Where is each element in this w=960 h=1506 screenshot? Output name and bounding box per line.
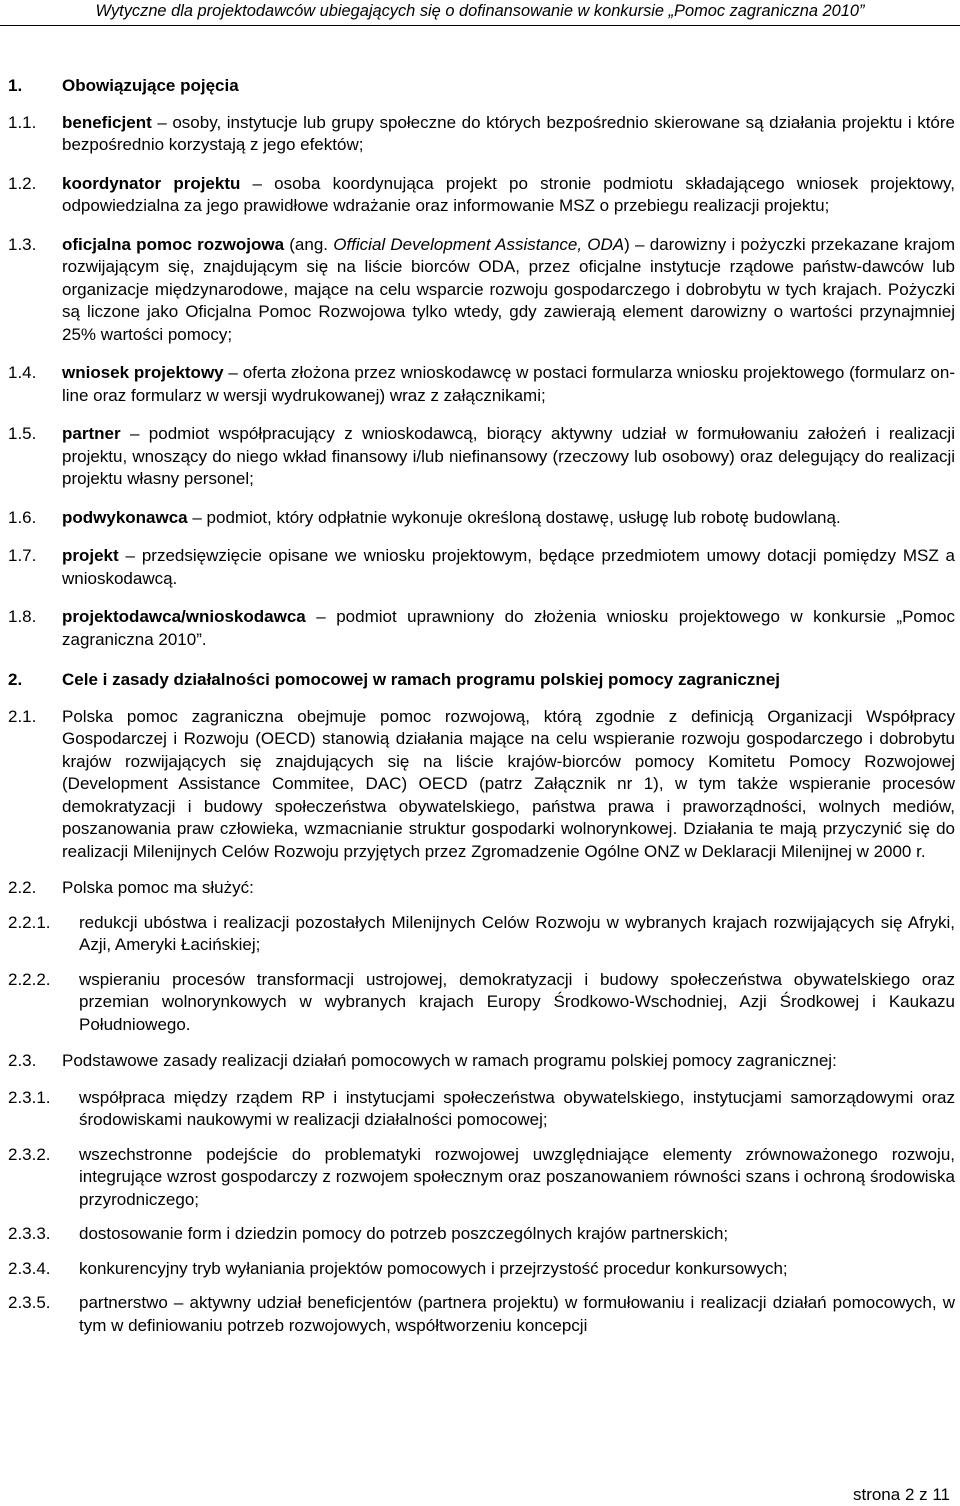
term: projektodawca/wnioskodawca (62, 607, 306, 626)
running-header: Wytyczne dla projektodawców ubiegających się o dofinansowanie w konkursie „Pomoc zagraniczna 2010” (95, 2, 865, 20)
definition: osoby, instytucje lub grupy społeczne do których bezpośrednio skierowane są działania projektu i które bezpośrednio korzystają z jego efektów; (62, 112, 955, 154)
document-body (8, 75, 955, 1337)
section-title: Cele i zasady działalności pomocowej w ramach programu polskiej pomocy zagranicznej (62, 670, 780, 689)
item-number: 2.3. (8, 1051, 37, 1070)
definition: podmiot, który odpłatnie wykonuje określoną dostawę, usługę lub robotę budowlaną. (206, 507, 841, 527)
term: podwykonawca (62, 507, 188, 527)
term: projekt (62, 546, 119, 565)
term: koordynator projektu (62, 173, 241, 193)
paren-open: (ang. (284, 234, 334, 254)
term: oficjalna pomoc rozwojowa (62, 234, 285, 254)
dash: – (120, 424, 149, 443)
dash: – (151, 112, 173, 132)
paragraph-2-2 (8, 877, 955, 900)
item-text (62, 234, 955, 347)
definition: przedsięwzięcie opisane we wniosku projektowym, będące przedmiotem umowy dotacji pomiędzy MSZ a wnioskodawcą. (62, 546, 955, 588)
item-number: 2.2.2. (8, 969, 51, 989)
paragraph-2-2-1 (8, 912, 955, 957)
definition-wniosek (8, 362, 955, 407)
item-text: konkurencyjny tryb wyłaniania projektów pomocowych i przejrzystość procedur konkursowych; (79, 1258, 788, 1278)
item-number: 1.7. (8, 546, 37, 565)
item-text: wspieraniu procesów transformacji ustrojowej, demokratyzacji i budowy społeczeństwa obywatelskiego oraz przemian wolnorynkowych w wybranych krajach Europy Środkowo-Wschodniej, Azji Środkowej i Kaukazu Południowego. (79, 969, 955, 1034)
paragraph-2-3-5 (8, 1292, 955, 1337)
definition-projekt (8, 545, 955, 590)
term: wniosek projektowy (62, 363, 224, 382)
dash: – (223, 363, 243, 382)
paragraph-2-3-3 (8, 1223, 955, 1246)
item-number: 1.8. (8, 607, 37, 626)
item-text (62, 362, 955, 407)
item-text: Polska pomoc zagraniczna obejmuje pomoc rozwojową, którą zgodnie z definicją Organizacji Współpracy Gospodarczej i Rozwoju (OECD) stanowią działania mające na celu wspieranie rozwoju gospodarczego i dobrobytu krajów rozwijających się znajdujących się na liście krajów-biorców pomocy Komitetu Pomocy Rozwojowej (Development Assistance Commitee, DAC) OECD (patrz Załącznik nr 1), w tym także wspieranie procesów demokratyzacji i budowy społeczeństwa obywatelskiego, państwa prawa i praworządności, wolnych mediów, poszanowania praw człowieka, wzmacnianie struktur gospodarki wolnorynkowej. Działania te mają przyczynić się do realizacji Milenijnych Celów Rozwoju przyjętych przez Zgromadzenie Ogólne ONZ w Deklaracji Milenijnej w 2000 r. (62, 706, 955, 861)
definition: oferta złożona przez wnioskodawcę w postaci formularza wniosku projektowego (formularz on-line oraz formularz w wersji wydrukowanej) wraz z załącznikami; (62, 363, 955, 405)
item-number: 1.3. (8, 234, 37, 254)
item-number: 2.2. (8, 878, 37, 897)
item-text: Podstawowe zasady realizacji działań pomocowych w ramach programu polskiej pomocy zagranicznej: (62, 1051, 837, 1070)
item-number: 2.3.1. (8, 1087, 51, 1107)
definition-koordynator (8, 173, 955, 218)
section-2-heading (8, 669, 955, 692)
item-number: 2.2.1. (8, 912, 51, 932)
section-number: 1. (8, 76, 23, 95)
item-text (62, 173, 955, 218)
item-number: 1.4. (8, 363, 37, 382)
dash: – (118, 546, 142, 565)
item-text: redukcji ubóstwa i realizacji pozostałych Milenijnych Celów Rozwoju w wybranych krajach rozwijających się Afryki, Azji, Ameryki Łacińskiej; (79, 912, 955, 954)
item-text: współpraca między rządem RP i instytucjami społeczeństwa obywatelskiego, instytucjami samorządowymi oraz środowiskami naukowymi w realizacji działalności pomocowej; (79, 1087, 955, 1129)
dash: – (305, 607, 337, 626)
paragraph-2-1 (8, 706, 955, 864)
paragraph-2-2-2 (8, 969, 955, 1037)
section-1-heading (8, 75, 955, 98)
dash: – (240, 173, 275, 193)
paragraph-2-3-4 (8, 1258, 955, 1281)
term: beneficjent (62, 112, 152, 132)
item-number: 2.1. (8, 706, 37, 726)
definition: ) – darowizny i pożyczki przekazane krajom rozwijającym się, znajdującym się na liście biorców ODA, przez oficjalne instytucje rządowe państw-dawców lub organizacje międzynarodowe, mające na celu wsparcie rozwoju gospodarczego i dobrobytu w tych krajach. Pożyczki są liczone jako Oficjalna Pomoc Rozwojowa tylko wtedy, gdy zawierają element darowizny o wartości przynajmniej 25% wartości pomocy; (62, 234, 955, 344)
definition: podmiot współpracujący z wnioskodawcą, biorący aktywny udział w formułowaniu założeń i realizacji projektu, wnoszący do niego wkład finansowy i/lub niefinansowy (rzeczowy lub osobowy) oraz delegujący do realizacji projektu własny personel; (62, 424, 955, 488)
definition: podmiot uprawniony do złożenia wniosku projektowego w konkursie „Pomoc zagraniczna 2010”. (62, 607, 955, 649)
paragraph-2-3-2 (8, 1144, 955, 1212)
definition: osoba koordynująca projekt po stronie podmiotu składającego wniosek projektowy, odpowiedzialna za jego prawidłowe wdrażanie oraz informowanie MSZ o przebiegu realizacji projektu; (62, 173, 955, 215)
item-number: 2.3.3. (8, 1224, 51, 1243)
item-text: partnerstwo – aktywny udział beneficjentów (partnera projektu) w formułowaniu i realizacji działań pomocowych, w tym w definiowaniu potrzeb rozwojowych, współtworzeniu koncepcji (79, 1293, 955, 1335)
definition-podwykonawca (8, 507, 955, 530)
term: partner (62, 424, 121, 443)
item-number: 1.1. (8, 112, 37, 132)
english-term: Official Development Assistance, ODA (333, 234, 625, 254)
definition-beneficjent (8, 112, 955, 157)
item-text: Polska pomoc ma służyć: (62, 878, 254, 897)
definition-oda (8, 234, 955, 347)
section-title: Obowiązujące pojęcia (62, 76, 239, 95)
header-rule (0, 25, 960, 26)
paragraph-2-3 (8, 1050, 955, 1073)
section-number: 2. (8, 670, 23, 689)
item-number: 2.3.2. (8, 1144, 51, 1164)
dash: – (187, 507, 207, 527)
item-text (62, 423, 955, 491)
item-number: 2.3.4. (8, 1258, 51, 1278)
item-text (62, 507, 955, 530)
item-number: 2.3.5. (8, 1293, 51, 1312)
item-text: wszechstronne podejście do problematyki rozwojowej uwzględniające elementy zrównoważonego rozwoju, integrujące wzrost gospodarczy z rozwojem społecznym oraz poszanowaniem równości szans i ochroną środowiska przyrodniczego; (79, 1144, 955, 1209)
item-text (62, 606, 955, 651)
item-number: 1.2. (8, 173, 37, 193)
item-number: 1.6. (8, 507, 37, 527)
item-text: dostosowanie form i dziedzin pomocy do potrzeb poszczególnych krajów partnerskich; (79, 1224, 729, 1243)
definition-projektodawca (8, 606, 955, 651)
definition-partner (8, 423, 955, 491)
item-text (62, 112, 955, 157)
page-number: strona 2 z 11 (852, 1485, 950, 1504)
paragraph-2-3-1 (8, 1087, 955, 1132)
item-number: 1.5. (8, 424, 37, 443)
item-text (62, 545, 955, 590)
